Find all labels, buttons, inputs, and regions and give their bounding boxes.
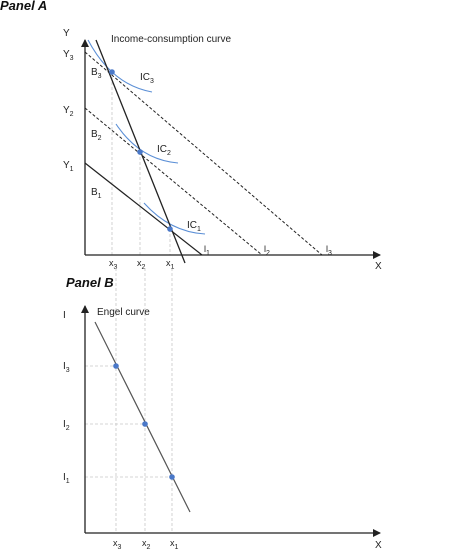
panel-b-y-axis-label: I <box>63 310 66 321</box>
ic2-label: $IC_2$ <box>157 144 171 157</box>
y-tick-y1: $Y_1$ <box>63 160 74 173</box>
budget-line-1 <box>85 163 202 255</box>
income-consumption-title: Income-consumption curve <box>111 34 232 45</box>
budget-l1-label: $l_1$ <box>204 244 210 257</box>
x-tick-x2-a: $x_2$ <box>137 258 146 271</box>
panel-b-h-guides <box>85 366 172 477</box>
panel-a <box>0 0 382 272</box>
i-tick-2: $I_2$ <box>63 419 70 432</box>
x-tick-x2-b: $x_2$ <box>142 538 151 551</box>
i-tick-3: $I_3$ <box>63 361 70 374</box>
bundle-b3-label: $B_3$ <box>91 67 102 80</box>
x-tick-x1-b: $x_1$ <box>170 538 179 551</box>
bundle-b2-label: $B_2$ <box>91 129 102 142</box>
panel-a-x-axis-label: X <box>375 261 382 272</box>
panel-a-title: Panel A <box>0 0 48 13</box>
panel-a-guides <box>112 72 170 255</box>
bundle-b2-point <box>137 149 143 155</box>
budget-l2-label: $l_2$ <box>264 244 270 257</box>
ic2-curve <box>116 124 178 163</box>
panel-b <box>63 268 382 551</box>
budget-line-3 <box>85 52 322 255</box>
engel-point-2 <box>142 421 148 427</box>
engel-curve-title: Engel curve <box>97 307 150 318</box>
panel-a-y-axis-label: Y <box>63 28 70 39</box>
x-tick-x1-a: $x_1$ <box>166 258 175 271</box>
bundle-b1-label: $B_1$ <box>91 187 102 200</box>
engel-point-1 <box>169 474 175 480</box>
budget-l3-label: $l_3$ <box>326 244 332 257</box>
x-tick-x3-b: $x_3$ <box>113 538 122 551</box>
x-tick-x3-a: $x_3$ <box>109 258 118 271</box>
panel-b-title: Panel B <box>66 275 114 290</box>
ic3-curve <box>88 40 152 92</box>
engel-point-3 <box>113 363 119 369</box>
engel-curve <box>95 322 190 512</box>
y-tick-y3: $Y_3$ <box>63 49 74 62</box>
i-tick-1: $I_1$ <box>63 472 70 485</box>
bundle-b3-point <box>109 69 115 75</box>
ic1-label: $IC_1$ <box>187 220 201 233</box>
bundle-b1-point <box>167 226 173 232</box>
y-tick-y2: $Y_2$ <box>63 105 74 118</box>
ic3-label: $IC_3$ <box>140 72 154 85</box>
panel-b-x-axis-label: X <box>375 540 382 551</box>
